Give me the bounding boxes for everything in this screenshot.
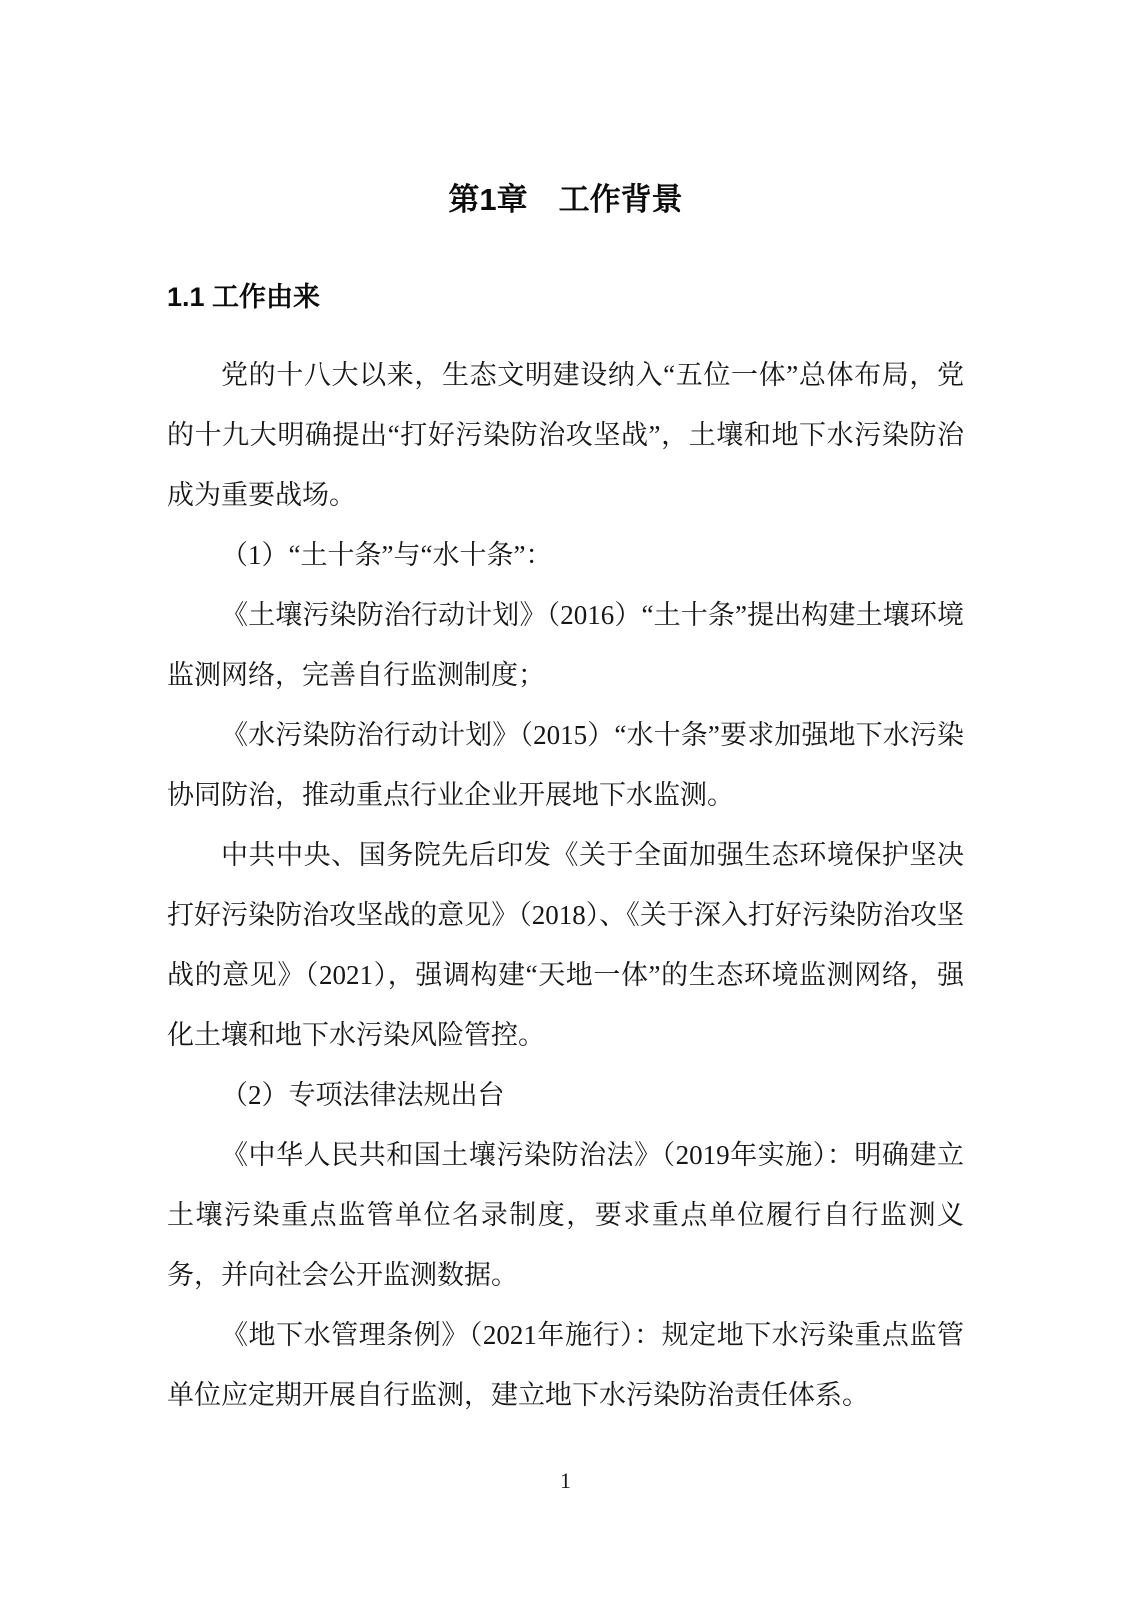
paragraph-soil-action-plan: 《土壤污染防治行动计划》（2016）“土十条”提出构建土壤环境监测网络，完善自行监测制度； (167, 600, 964, 690)
paragraph-soil-pollution-law: 《中华人民共和国土壤污染防治法》（2019年实施）：明确建立土壤污染重点监管单位名录制度，要求重点单位履行自行监测义务，并向社会公开监测数据。 (167, 1140, 964, 1290)
section-heading: 1.1 工作由来 (167, 282, 321, 312)
paragraph-intro: 党的十八大以来，生态文明建设纳入“五位一体”总体布局，党的十九大明确提出“打好污染防治攻坚战”，土壤和地下水污染防治成为重要战场。 (167, 360, 964, 510)
document-body (167, 345, 964, 1425)
paragraph-item-1-heading: （1）“土十条”与“水十条”： (221, 540, 553, 570)
chapter-title: 第1章 工作背景 (448, 182, 683, 217)
paragraph-item-2-heading: （2）专项法律法规出台 (221, 1080, 505, 1110)
paragraph-water-action-plan: 《水污染防治行动计划》（2015）“水十条”要求加强地下水污染协同防治，推动重点行业企业开展地下水监测。 (167, 720, 964, 810)
paragraph-groundwater-regulation: 《地下水管理条例》（2021年施行）：规定地下水污染重点监管单位应定期开展自行监测，建立地下水污染防治责任体系。 (167, 1320, 964, 1410)
page-number: 1 (560, 1468, 571, 1493)
paragraph-central-documents: 中共中央、国务院先后印发《关于全面加强生态环境保护坚决打好污染防治攻坚战的意见》（2018）、《关于深入打好污染防治攻坚战的意见》（2021），强调构建“天地一体”的生态环境监测网络，强化土壤和地下水污染风险管控。 (167, 840, 964, 1050)
